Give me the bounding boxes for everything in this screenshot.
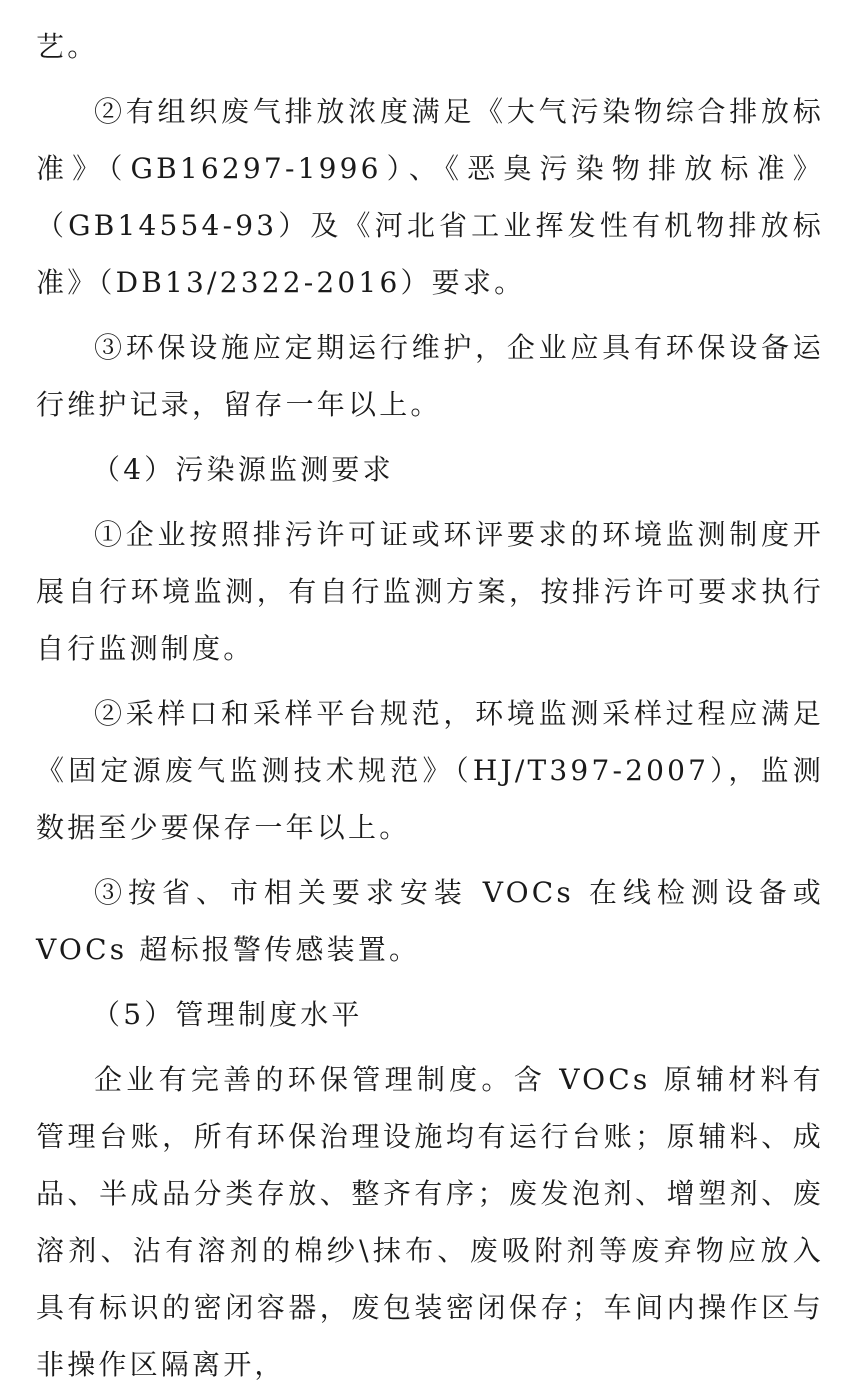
section-heading-management: （5）管理制度水平	[92, 998, 363, 1031]
paragraph-sampling: ②采样口和采样平台规范，环境监测采样过程应满足《固定源废气监测技术规范》（HJ/T397-2007），监测数据至少要保存一年以上。	[36, 697, 824, 844]
paragraph-organized-emission: ②有组织废气排放浓度满足《大气污染物综合排放标准》（GB16297-1996）、《恶臭污染物排放标准》（GB14554-93）及《河北省工业挥发性有机物排放标准》（DB13/2322-2016）要求。	[36, 95, 824, 299]
paragraph-maintenance: ③环保设施应定期运行维护，企业应具有环保设备运行维护记录，留存一年以上。	[36, 331, 824, 421]
paragraph-self-monitoring: ①企业按照排污许可证或环评要求的环境监测制度开展自行环境监测，有自行监测方案，按排污许可要求执行自行监测制度。	[36, 518, 824, 665]
paragraph-continuation: 艺。	[36, 30, 99, 63]
paragraph-online-detection: ③按省、市相关要求安装 VOCs 在线检测设备或 VOCs 超标报警传感装置。	[36, 876, 824, 966]
paragraph-management-system: 企业有完善的环保管理制度。含 VOCs 原辅材料有管理台账，所有环保治理设施均有运行台账；原辅料、成品、半成品分类存放、整齐有序；废发泡剂、增塑剂、废溶剂、沾有溶剂的棉纱\抹布、废吸附剂等废弃物应放入具有标识的密闭容器，废包装密闭保存；车间内操作区与非操作区隔离开，	[36, 1063, 824, 1381]
section-heading-monitoring: （4）污染源监测要求	[92, 453, 394, 486]
